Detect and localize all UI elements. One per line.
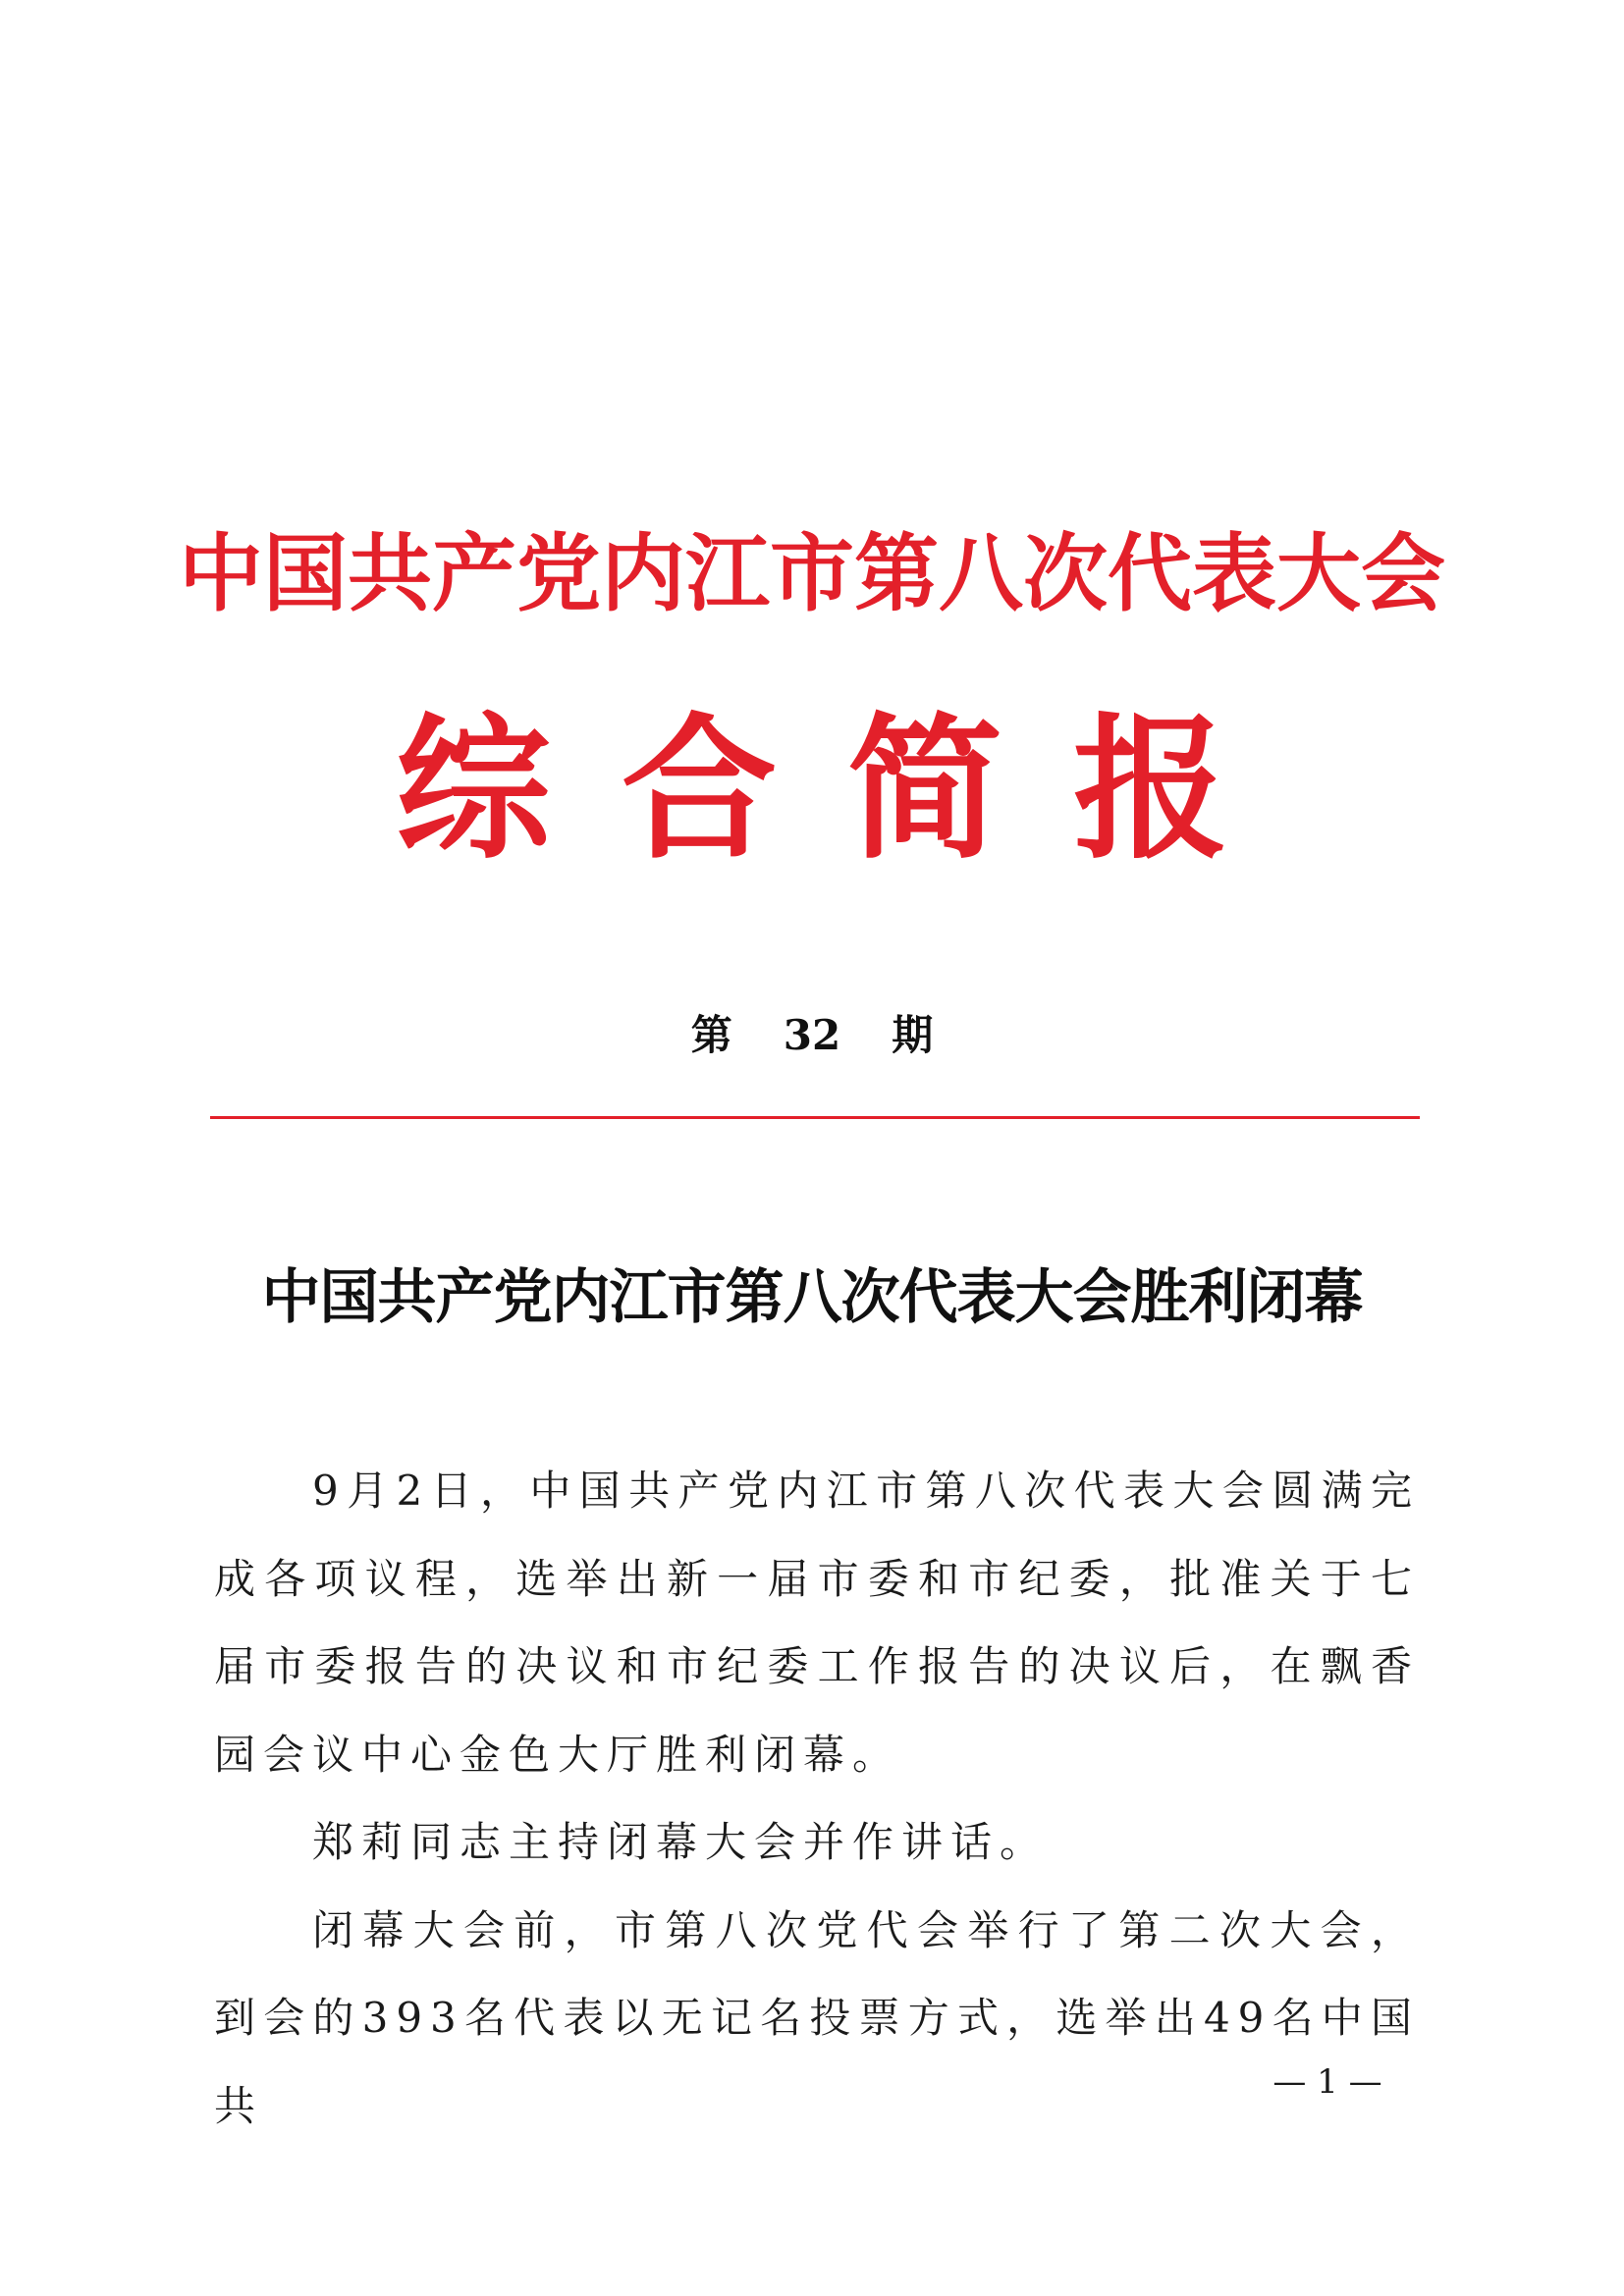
issue-number-line bbox=[0, 1006, 1624, 1065]
issue-prefix: 第 bbox=[690, 1011, 732, 1059]
page-number: — 1 — bbox=[1272, 2062, 1382, 2102]
issue-suffix: 期 bbox=[892, 1011, 934, 1059]
body-paragraph: 闭幕大会前，市第八次党代会举行了第二次大会，到会的393名代表以无记名投票方式，选举出49名中国共 bbox=[214, 1905, 1420, 2130]
organization-header: 中国共产党内江市第八次代表大会 bbox=[179, 524, 1445, 623]
body-paragraph: 郑莉同志主持闭幕大会并作讲话。 bbox=[312, 1818, 1050, 1866]
article-title: 中国共产党内江市第八次代表大会胜利闭幕 bbox=[261, 1263, 1363, 1332]
bulletin-title: 综合简报 bbox=[396, 700, 1299, 881]
article-body bbox=[214, 1447, 1420, 2150]
body-paragraph: 9月2日，中国共产党内江市第八次代表大会圆满完成各项议程，选举出新一届市委和市纪委，批准关于七届市委报告的决议和市纪委工作报告的决议后，在飘香园会议中心金色大厅胜利闭幕。 bbox=[214, 1467, 1420, 1779]
red-divider-line bbox=[210, 1116, 1420, 1119]
issue-number: 32 bbox=[783, 1011, 841, 1059]
